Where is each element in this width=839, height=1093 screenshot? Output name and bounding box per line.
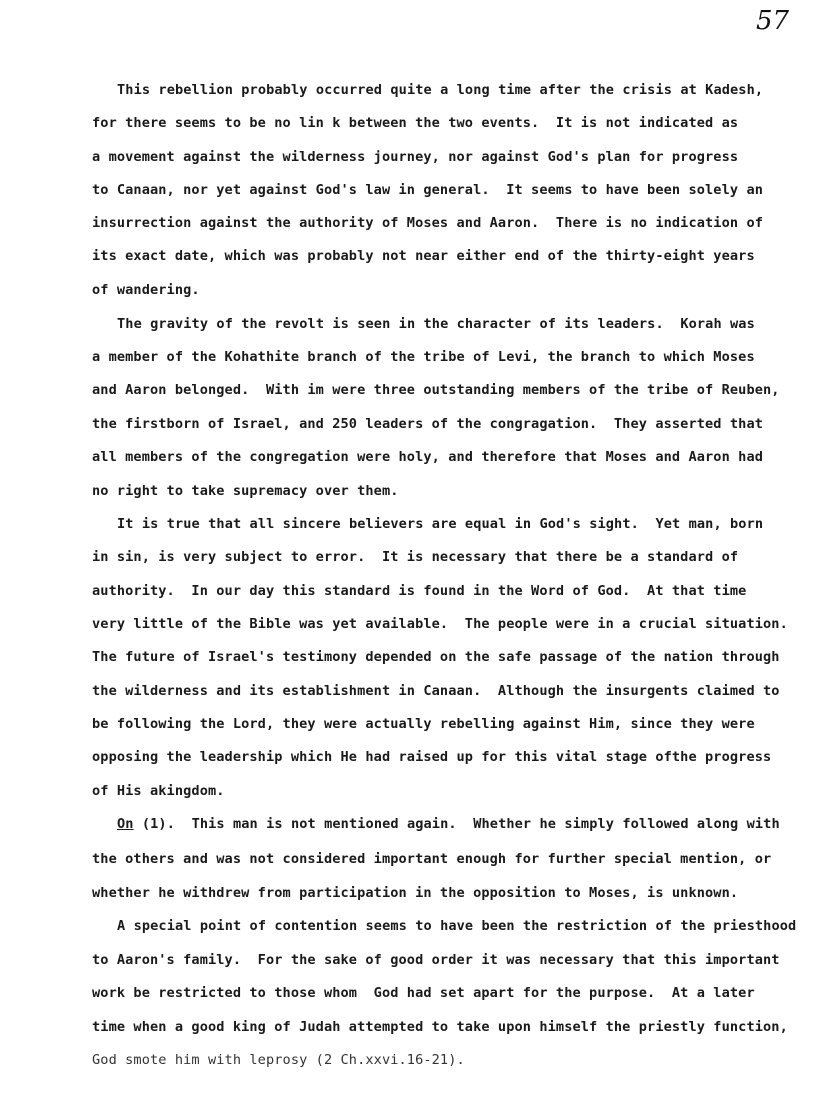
text-line: a member of the Kohathite branch of the tribe of Levi, the branch to which Moses (92, 349, 755, 365)
text-line: The gravity of the revolt is seen in the character of its leaders. Korah was (117, 316, 755, 332)
text-line: be following the Lord, they were actually rebelling against Him, since they were (92, 716, 755, 732)
text-line: no right to take supremacy over them. (92, 483, 399, 499)
text-line: a movement against the wilderness journey, nor against God's plan for progress (92, 149, 739, 165)
text-line: authority. In our day this standard is found in the Word of God. At that time (92, 583, 747, 599)
text-line-handwritten-correction: God smote him with leprosy (2 Ch.xxvi.16-21). (92, 1052, 465, 1068)
page-number: 57 (756, 6, 790, 36)
text-line: all members of the congregation were holy, and therefore that Moses and Aaron had (92, 449, 764, 465)
text-line-on-paragraph (117, 816, 780, 832)
text-line: for there seems to be no lin k between the two events. It is not indicated as (92, 115, 739, 131)
text-line: work be restricted to those whom God had set apart for the purpose. At a later (92, 985, 755, 1001)
text-line: of His akingdom. (92, 783, 225, 799)
text-line: time when a good king of Judah attempted to take upon himself the priestly function, (92, 1019, 788, 1035)
text-line: It is true that all sincere believers are equal in God's sight. Yet man, born (117, 516, 764, 532)
text-line-rest: (1). This man is not mentioned again. Whether he simply followed along with (133, 816, 780, 832)
text-line: its exact date, which was probably not near either end of the thirty-eight years (92, 248, 755, 264)
text-line: in sin, is very subject to error. It is necessary that there be a standard of (92, 549, 739, 565)
text-line: of wandering. (92, 282, 200, 298)
text-line: insurrection against the authority of Moses and Aaron. There is no indication of (92, 215, 764, 231)
text-line: very little of the Bible was yet available. The people were in a crucial situation. (92, 616, 788, 632)
text-line: whether he withdrew from participation in the opposition to Moses, is unknown. (92, 885, 739, 901)
text-line: opposing the leadership which He had raised up for this vital stage ofthe progress (92, 749, 772, 765)
text-line: and Aaron belonged. With im were three outstanding members of the tribe of Reuben, (92, 382, 780, 398)
text-line: The future of Israel's testimony depended on the safe passage of the nation through (92, 649, 780, 665)
text-line: the others and was not considered important enough for further special mention, or (92, 851, 772, 867)
text-line: to Canaan, nor yet against God's law in general. It seems to have been solely an (92, 182, 764, 198)
text-line: This rebellion probably occurred quite a long time after the crisis at Kadesh, (117, 82, 764, 98)
text-line: the firstborn of Israel, and 250 leaders of the congragation. They asserted that (92, 416, 764, 432)
text-line: to Aaron's family. For the sake of good order it was necessary that this important (92, 952, 780, 968)
text-line: A special point of contention seems to have been the restriction of the priesthood (117, 918, 797, 934)
text-line: the wilderness and its establishment in Canaan. Although the insurgents claimed to (92, 683, 780, 699)
underlined-name: On (117, 816, 134, 832)
